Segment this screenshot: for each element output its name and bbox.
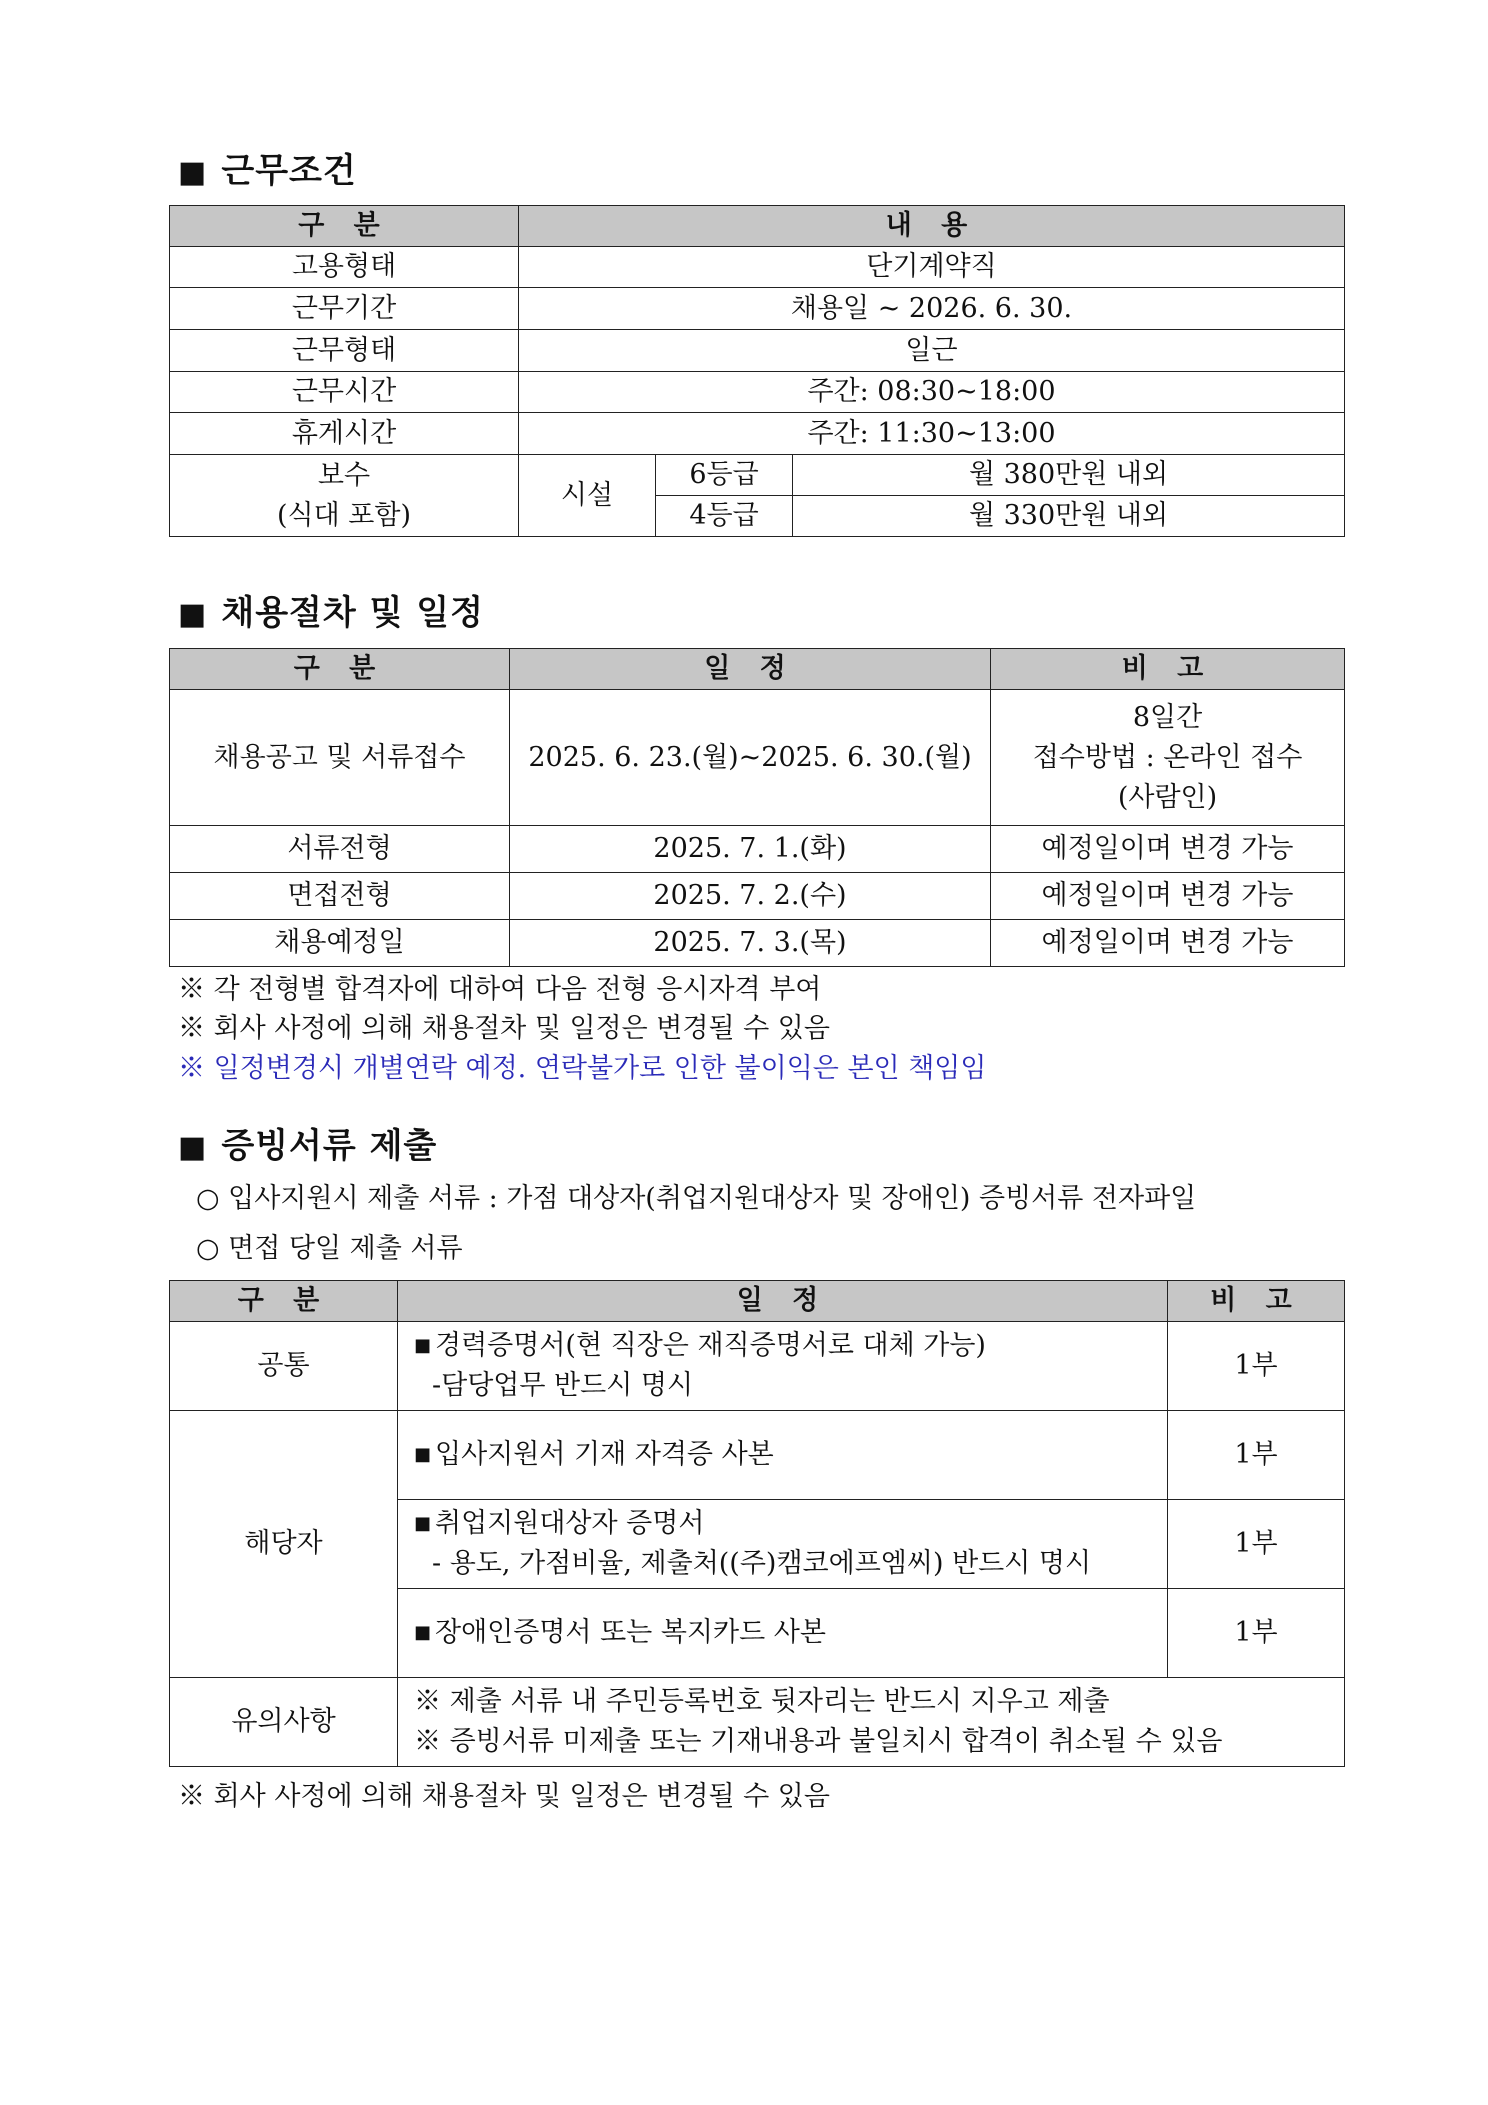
remark-line: 접수방법 : 온라인 접수 bbox=[1032, 741, 1303, 773]
facility-label: 시설 bbox=[519, 455, 656, 537]
remark-line: 8일간 bbox=[1132, 701, 1203, 733]
section-title-documents bbox=[178, 1118, 437, 1167]
stage-name: 서류전형 bbox=[170, 826, 510, 873]
doc-category: 유의사항 bbox=[170, 1678, 398, 1767]
doc-subline: - 용도, 가점비율, 제출처((주)캠코에프엠씨) 반드시 명시 bbox=[432, 1548, 1092, 1579]
square-bullet-icon: ■ bbox=[178, 1130, 208, 1165]
schedule-note: ※ 회사 사정에 의해 채용절차 및 일정은 변경될 수 있음 bbox=[178, 1013, 830, 1044]
header-category: 구 분 bbox=[170, 649, 510, 690]
stage-name: 채용공고 및 서류접수 bbox=[170, 690, 510, 826]
stage-remark: 예정일이며 변경 가능 bbox=[991, 826, 1345, 873]
section-title-text: 근무조건 bbox=[221, 151, 357, 191]
schedule-note: ※ 각 전형별 합격자에 대하여 다음 전형 응시자격 부여 bbox=[178, 974, 822, 1005]
row-label: 근무시간 bbox=[170, 372, 519, 413]
caution-notes bbox=[398, 1678, 1345, 1767]
doc-line bbox=[414, 1326, 1161, 1366]
doc-line-text: 경력증명서(현 직장은 재직증명서로 대체 가능) bbox=[435, 1330, 986, 1361]
row-value: 주간: 11:30~13:00 bbox=[519, 413, 1345, 455]
pay-label: 보수 bbox=[317, 459, 371, 491]
doc-count: 1부 bbox=[1168, 1500, 1345, 1589]
table-row bbox=[170, 920, 1345, 967]
row-value: 주간: 08:30~18:00 bbox=[519, 372, 1345, 413]
document-list-item: ○ 면접 당일 제출 서류 bbox=[196, 1233, 463, 1264]
doc-description bbox=[398, 1500, 1168, 1589]
doc-line bbox=[414, 1435, 1161, 1475]
stage-date: 2025. 7. 2.(수) bbox=[510, 873, 991, 920]
row-value: 채용일 ~ 2026. 6. 30. bbox=[519, 288, 1345, 330]
square-bullet-icon: ■ bbox=[414, 1335, 432, 1356]
doc-line-text: 장애인증명서 또는 복지카드 사본 bbox=[435, 1617, 826, 1648]
row-value: 일근 bbox=[519, 330, 1345, 372]
row-label: 고용형태 bbox=[170, 247, 519, 288]
pay-label-note: (식대 포함) bbox=[277, 499, 411, 531]
square-bullet-icon: ■ bbox=[178, 597, 208, 632]
section-title-text: 증빙서류 제출 bbox=[221, 1126, 438, 1166]
table-row bbox=[170, 1411, 1345, 1500]
doc-line bbox=[414, 1504, 1161, 1544]
stage-remark: 예정일이며 변경 가능 bbox=[991, 920, 1345, 967]
section-title-work-conditions bbox=[178, 143, 357, 192]
header-schedule: 일 정 bbox=[398, 1281, 1168, 1322]
row-value: 단기계약직 bbox=[519, 247, 1345, 288]
stage-date: 2025. 7. 3.(목) bbox=[510, 920, 991, 967]
caution-line: ※ 제출 서류 내 주민등록번호 뒷자리는 반드시 지우고 제출 bbox=[414, 1686, 1110, 1717]
square-bullet-icon: ■ bbox=[414, 1622, 432, 1643]
row-label: 근무형태 bbox=[170, 330, 519, 372]
header-schedule: 일 정 bbox=[510, 649, 991, 690]
table-row bbox=[170, 372, 1345, 413]
doc-line-text: 취업지원대상자 증명서 bbox=[435, 1508, 705, 1539]
doc-line-text: 입사지원서 기재 자격증 사본 bbox=[435, 1439, 774, 1470]
table-row bbox=[170, 247, 1345, 288]
stage-remark: 예정일이며 변경 가능 bbox=[991, 873, 1345, 920]
square-bullet-icon: ■ bbox=[178, 155, 208, 190]
doc-description bbox=[398, 1589, 1168, 1678]
document-list-item: ○ 입사지원시 제출 서류 : 가점 대상자(취업지원대상자 및 장애인) 증빙서류 전자파일 bbox=[196, 1183, 1197, 1214]
schedule-note-highlight: ※ 일정변경시 개별연락 예정. 연락불가로 인한 불이익은 본인 책임임 bbox=[178, 1053, 987, 1084]
section-title-hiring-process bbox=[178, 585, 484, 634]
square-bullet-icon: ■ bbox=[414, 1513, 432, 1534]
stage-date: 2025. 6. 23.(월)~2025. 6. 30.(월) bbox=[510, 690, 991, 826]
doc-category: 해당자 bbox=[170, 1411, 398, 1678]
header-category: 구 분 bbox=[170, 206, 519, 247]
doc-count: 1부 bbox=[1168, 1322, 1345, 1411]
section-title-text: 채용절차 및 일정 bbox=[221, 593, 484, 633]
header-remarks: 비 고 bbox=[991, 649, 1345, 690]
grade-label: 6등급 bbox=[656, 455, 793, 496]
table-row bbox=[170, 413, 1345, 455]
table-row bbox=[170, 288, 1345, 330]
header-remarks: 비 고 bbox=[1168, 1281, 1345, 1322]
table-row bbox=[170, 826, 1345, 873]
row-label: 휴게시간 bbox=[170, 413, 519, 455]
grade-amount: 월 330만원 내외 bbox=[793, 496, 1345, 537]
doc-subline: -담당업무 반드시 명시 bbox=[432, 1370, 694, 1401]
doc-description bbox=[398, 1411, 1168, 1500]
square-bullet-icon: ■ bbox=[414, 1444, 432, 1465]
stage-remark bbox=[991, 690, 1345, 826]
table-row bbox=[170, 873, 1345, 920]
hiring-schedule-table bbox=[169, 648, 1345, 967]
stage-name: 면접전형 bbox=[170, 873, 510, 920]
table-row bbox=[170, 455, 1345, 496]
header-content: 내 용 bbox=[519, 206, 1345, 247]
doc-description bbox=[398, 1322, 1168, 1411]
stage-name: 채용예정일 bbox=[170, 920, 510, 967]
table-row bbox=[170, 330, 1345, 372]
table-row bbox=[170, 1678, 1345, 1767]
row-label: 근무기간 bbox=[170, 288, 519, 330]
doc-count: 1부 bbox=[1168, 1589, 1345, 1678]
doc-category: 공통 bbox=[170, 1322, 398, 1411]
work-conditions-table bbox=[169, 205, 1345, 537]
pay-label-cell bbox=[170, 455, 519, 537]
doc-count: 1부 bbox=[1168, 1411, 1345, 1500]
grade-label: 4등급 bbox=[656, 496, 793, 537]
table-row bbox=[170, 1322, 1345, 1411]
documents-table bbox=[169, 1280, 1345, 1767]
caution-line: ※ 증빙서류 미제출 또는 기재내용과 불일치시 합격이 취소될 수 있음 bbox=[414, 1726, 1223, 1757]
table-row bbox=[170, 690, 1345, 826]
documents-footer-note: ※ 회사 사정에 의해 채용절차 및 일정은 변경될 수 있음 bbox=[178, 1781, 830, 1812]
grade-amount: 월 380만원 내외 bbox=[793, 455, 1345, 496]
doc-line bbox=[414, 1613, 1161, 1653]
remark-line: (사람인) bbox=[1117, 781, 1218, 813]
stage-date: 2025. 7. 1.(화) bbox=[510, 826, 991, 873]
header-category: 구 분 bbox=[170, 1281, 398, 1322]
